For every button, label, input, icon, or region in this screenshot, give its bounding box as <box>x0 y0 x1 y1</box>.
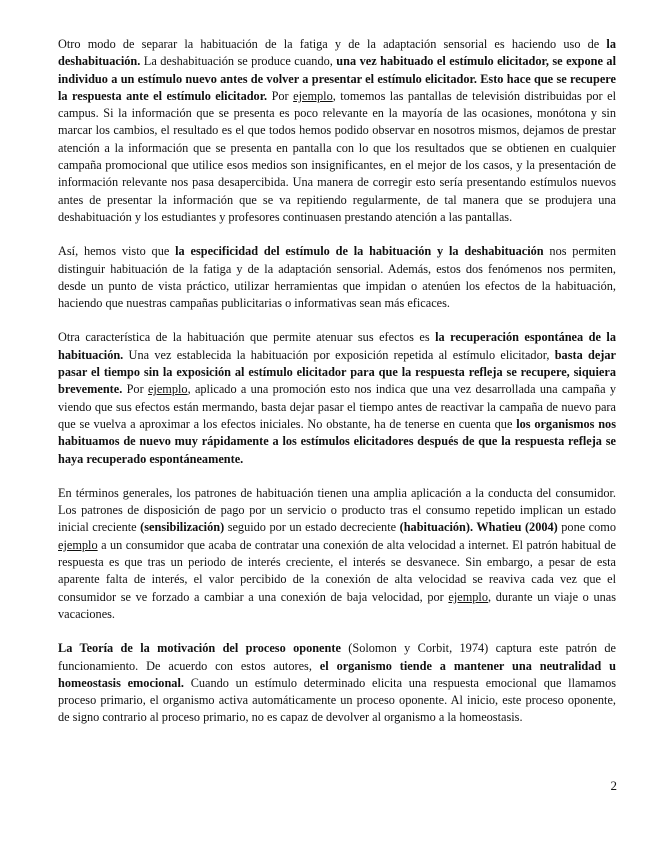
underlined-link-text: ejemplo <box>448 589 488 604</box>
bold-text: los organismos nos habituamos de nuevo muy rápidamente a los estímulos elicitadores después de que la respuesta refleja se haya recuperado espontáneamente. <box>58 416 616 466</box>
underlined-link-text: ejemplo <box>58 537 98 552</box>
bold-text: la recuperación espontánea de la habituación. <box>58 330 616 362</box>
text-run: a un consumidor que acaba de contratar una conexión de alta velocidad a internet. El patrón habitual de respuesta es que tras un periodo de interés creciente, el interés se desvanece. Sin embargo, a pesar de esta aparente falta de interés, el valor percibido de la conexión de alta velocidad se reaviva cada vez que el consumidor se ve forzado a cambiar a una conexión de baja velocidad, por <box>58 537 616 604</box>
paragraph-consumidor <box>58 485 616 623</box>
bold-text: basta dejar pasar el tiempo sin la exposición al estímulo elicitador para que la respuesta refleja se recupere, siquiera brevemente. <box>58 347 617 397</box>
text-run: Una vez establecida la habituación por exposición repetida al estímulo elicitador, <box>123 347 555 362</box>
text-run: Otra característica de la habituación que permite atenuar sus efectos es <box>58 330 436 345</box>
text-run: (Solomon y Corbit, 1974) captura este patrón de funcionamiento. De acuerdo con estos autores, <box>58 641 617 673</box>
text-run: , aplicado a una promoción esto nos indica que una vez desarrollada una campaña y viendo que sus efectos están mermando, basta dejar pasar el tiempo antes de reactivar la campaña de nuevo para que se vuelva a aproximar a los efectos iniciales. No obstante, ha de tenerse en cuenta que <box>58 382 616 431</box>
text-run: Por <box>122 382 148 397</box>
bold-text: el organismo tiende a mantener una neutralidad u homeostasis emocional. <box>58 658 616 690</box>
text-run: Cuando un estímulo determinado elicita una respuesta emocional que llamamos proceso primario, el organismo activa automáticamente un proceso oponente. Al inicio, este proceso oponente, de signo contrario al proceso primario, no es capaz de devolver al organismo a la homeostasis. <box>58 675 616 725</box>
bold-text: la especificidad del estímulo de la habituación y la deshabituación <box>175 244 544 259</box>
bold-text: (sensibilización) <box>140 520 225 535</box>
paragraph-recuperacion-espontanea <box>58 329 616 467</box>
underlined-link-text: ejemplo <box>147 382 188 397</box>
bold-text: La Teoría de la motivación del proceso oponente <box>58 641 341 656</box>
bold-text: (habituación). Whatieu (2004) <box>399 520 558 535</box>
text-run: Otro modo de separar la habituación de la fatiga y de la adaptación sensorial es haciendo uso de <box>58 37 607 51</box>
text-run: seguido por un estado decreciente <box>224 520 400 535</box>
paragraph-deshabituacion <box>58 36 616 226</box>
text-run: , tomemos las pantallas de televisión distribuidas por el campus. Si la información que se presenta es poco relevante en la mayoría de las ocasiones, monótona y sin marcar los cambios, el resultado es el que todos hemos podido observar en nosotros mismos, dejamos de prestar atención a la información que se presenta en pantalla con lo que los resultados que se obtienen en cualquier campaña promocional que utilice esos medios son insignificantes, en el mejor de los casos, y la presentación de información relevante nos pasa desapercibida. Una manera de corregir esto sería presentando estímulos nuevos antes de presentar la información que se va repitiendo regularmente, de tal manera que se produjera una deshabituación y los estudiantes y profesores continuasen prestando atención a las pantallas. <box>58 88 616 224</box>
bold-text: una vez habituado el estímulo elicitador, se expone al individuo a un estímulo nuevo antes de volver a presentar el estímulo elicitador. Esto hace que se recupere la respuesta ante el estímulo elicitador. <box>58 54 616 103</box>
paragraph-proceso-oponente <box>58 640 616 726</box>
text-run: nos permiten distinguir habituación de la fatiga y de la adaptación sensorial. Además, estos dos fenómenos nos permiten, desde un punto de vista práctico, utilizar herramientas que impidan o atenúen los efectos de la habituación, haciendo que nuestras campañas publicitarias o informativas sean más eficaces. <box>58 244 617 311</box>
text-run: En términos generales, los patrones de habituación tienen una amplia aplicación a la conducta del consumidor. Los patrones de disposición de pago por un servicio o producto tras el consumo repetido implican un estado inicial creciente <box>58 485 616 535</box>
paragraph-especificidad <box>58 243 616 312</box>
text-run: , durante un viaje o unas vacaciones. <box>58 589 616 621</box>
underlined-link-text: ejemplo <box>293 88 333 103</box>
text-run: La deshabituación se produce cuando, <box>140 54 337 69</box>
document-body <box>58 36 616 744</box>
text-run: Así, hemos visto que <box>58 244 176 259</box>
text-run: Por <box>267 88 294 103</box>
text-run: pone como <box>557 520 617 535</box>
bold-text: la deshabituación. <box>58 37 616 69</box>
page-number: 2 <box>610 778 617 793</box>
